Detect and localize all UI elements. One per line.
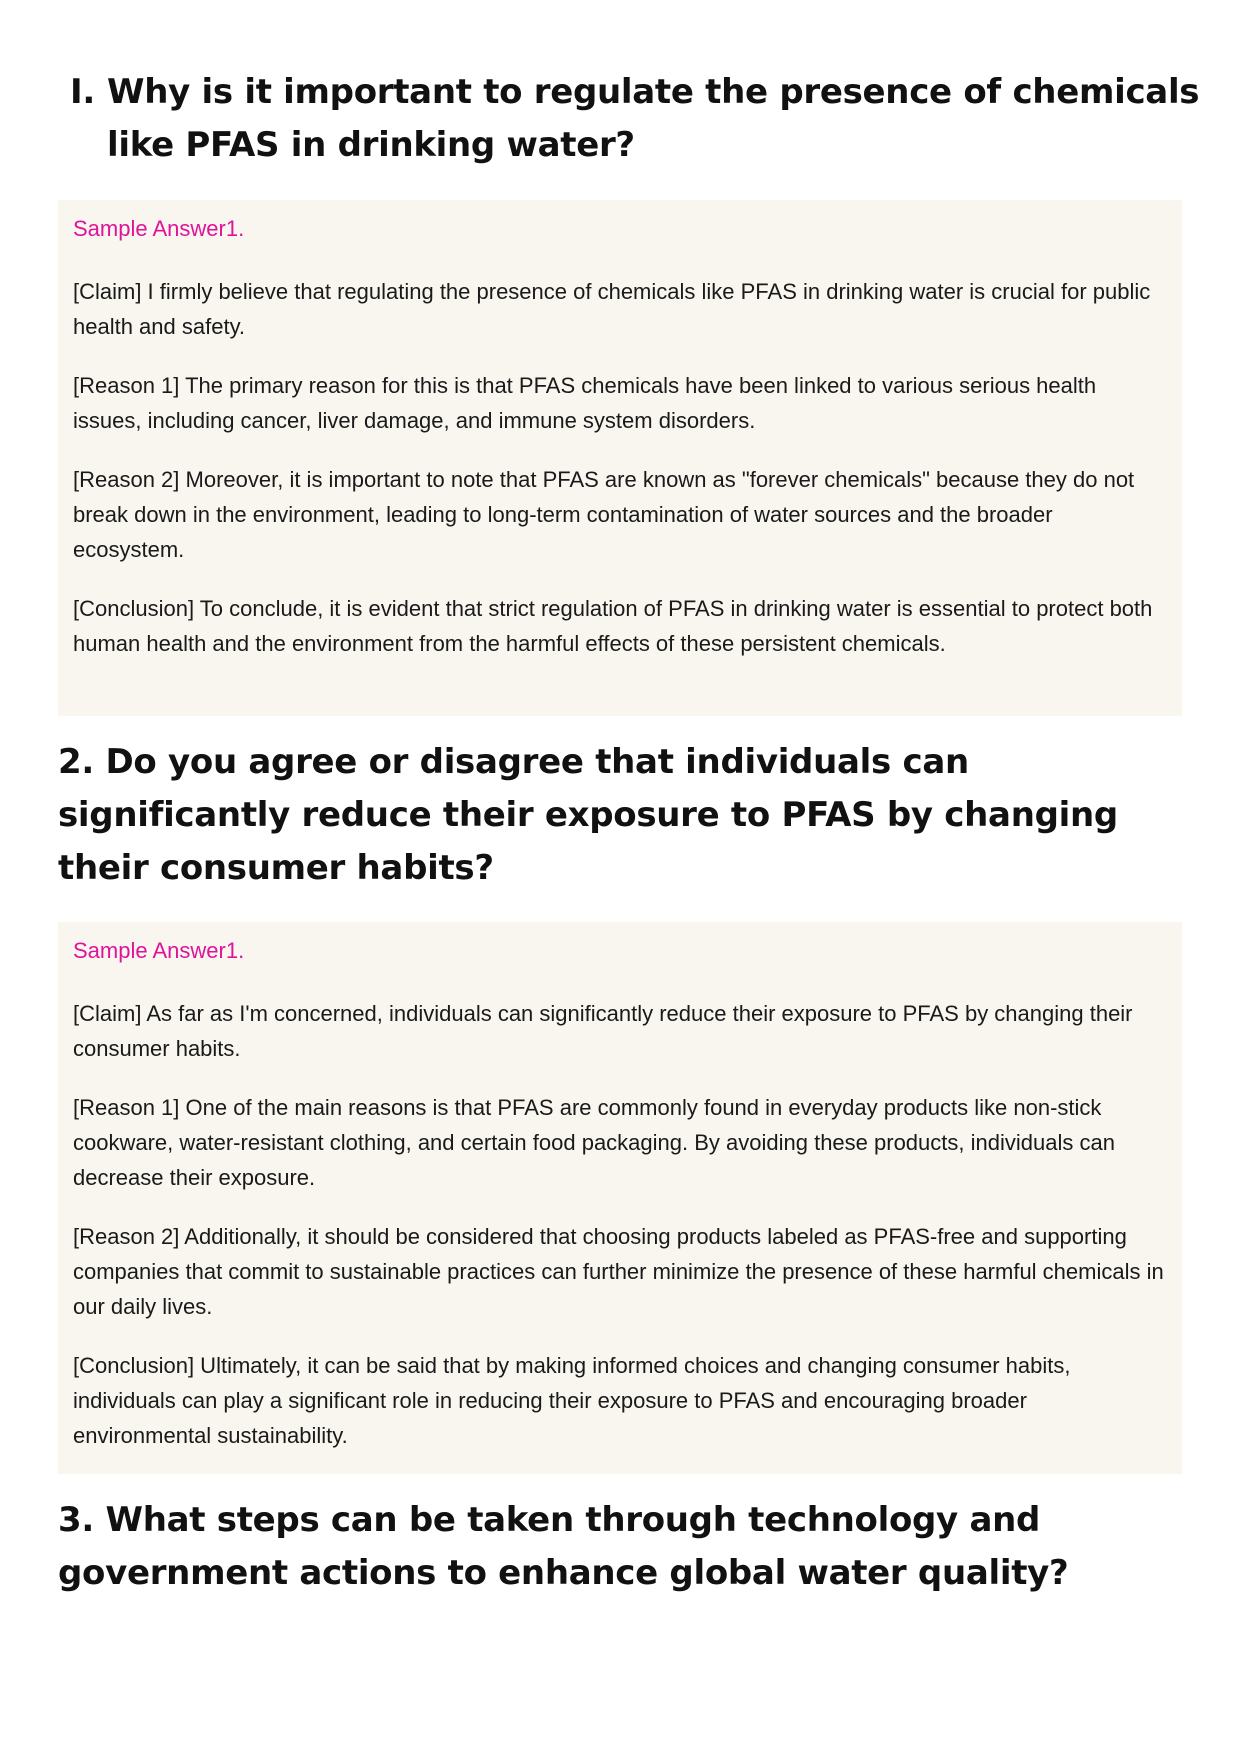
question-2-heading: 2. Do you agree or disagree that individuals can significantly reduce their exposure to PFAS by changing their consumer habits? bbox=[58, 742, 1118, 888]
answer-reason-1: [Reason 1] The primary reason for this is that PFAS chemicals have been linked to various serious health issues, including cancer, liver damage, and immune system disorders. bbox=[73, 373, 1097, 433]
answer-conclusion: [Conclusion] To conclude, it is evident that strict regulation of PFAS in drinking water is essential to protect both human health and the environment from the harmful effects of these persistent chemicals. bbox=[73, 596, 1153, 656]
answer-reason-2: [Reason 2] Moreover, it is important to note that PFAS are known as "forever chemicals" because they do not break down in the environment, leading to long-term contamination of water sources and the broader ecosystem. bbox=[73, 467, 1135, 562]
answer-reason-2: [Reason 2] Additionally, it should be considered that choosing products labeled as PFAS-free and supporting companies that commit to sustainable practices can further minimize the presence of these harmful chemicals in our daily lives. bbox=[73, 1224, 1164, 1319]
answer-claim: [Claim] I firmly believe that regulating the presence of chemicals like PFAS in drinking water is crucial for public health and safety. bbox=[73, 279, 1151, 339]
question-3-heading: 3. What steps can be taken through technology and government actions to enhance global water quality? bbox=[58, 1500, 1069, 1593]
sample-answer-label: Sample Answer1. bbox=[73, 938, 245, 963]
answer-reason-1: [Reason 1] One of the main reasons is that PFAS are commonly found in everyday products like non-stick cookware, water-resistant clothing, and certain food packaging. By avoiding these products, individuals can decrease their exposure. bbox=[73, 1095, 1115, 1190]
answer-conclusion: [Conclusion] Ultimately, it can be said that by making informed choices and changing consumer habits, individuals can play a significant role in reducing their exposure to PFAS and encouraging broader environmental sustainability. bbox=[73, 1353, 1071, 1448]
question-1-heading bbox=[70, 66, 1200, 172]
sample-answer-label: Sample Answer1. bbox=[73, 216, 245, 241]
answer-claim: [Claim] As far as I'm concerned, individuals can significantly reduce their exposure to PFAS by changing their consumer habits. bbox=[73, 1001, 1133, 1061]
sample-answer-1-box bbox=[58, 200, 1182, 716]
question-number: I. bbox=[70, 72, 95, 112]
sample-answer-2-box bbox=[58, 922, 1182, 1474]
question-text: Why is it important to regulate the presence of chemicals like PFAS in drinking water? bbox=[107, 72, 1200, 165]
